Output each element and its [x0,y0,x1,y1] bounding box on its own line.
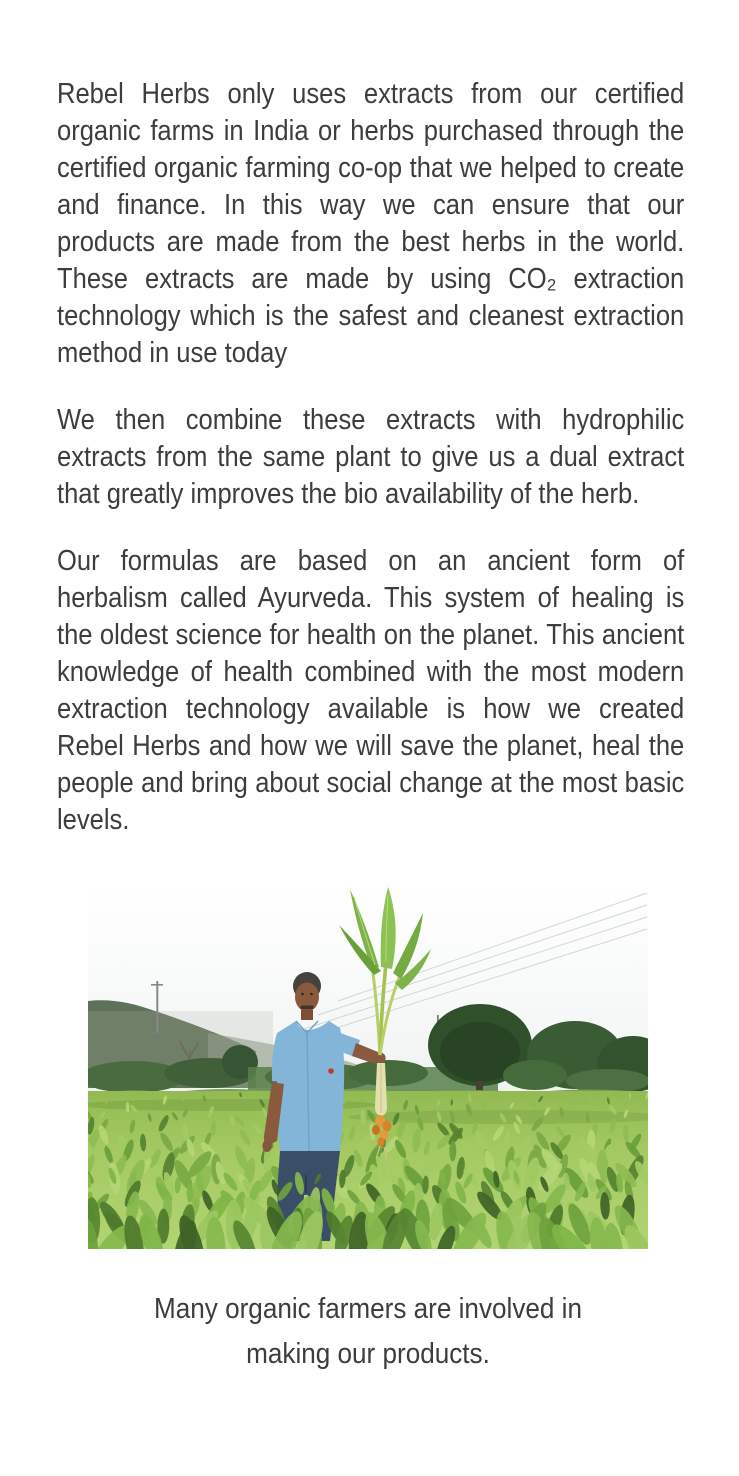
farmer-photo-figure [88,883,648,1377]
paragraph-ayurveda: Our formulas are based on an ancient form of herbalism called Ayurveda. This system of healing is the oldest science for health on the planet. This ancient knowledge of health combined with the most modern extraction technology available is how we created Rebel Herbs and how we will save the planet, heal the people and bring about social change at the most basic levels. [57,545,685,836]
farmer-photo [88,883,648,1249]
caption-line-2: making our products. [246,1338,490,1370]
photo-caption [88,1287,648,1377]
paragraph-extraction: Rebel Herbs only uses extracts from our certified organic farms in India or herbs purchased through the certified organic farming co-op that we helped to create and finance. In this way we can ensure that our products are made from the best herbs in the world. These extracts are made by using CO₂ extraction technology which is the safest and cleanest extraction method in use today [57,78,685,369]
caption-line-1: Many organic farmers are involved in [154,1293,582,1325]
paragraph-dual-extract: We then combine these extracts with hydrophilic extracts from the same plant to give us a dual extract that greatly improves the bio availability of the herb. [57,404,685,510]
